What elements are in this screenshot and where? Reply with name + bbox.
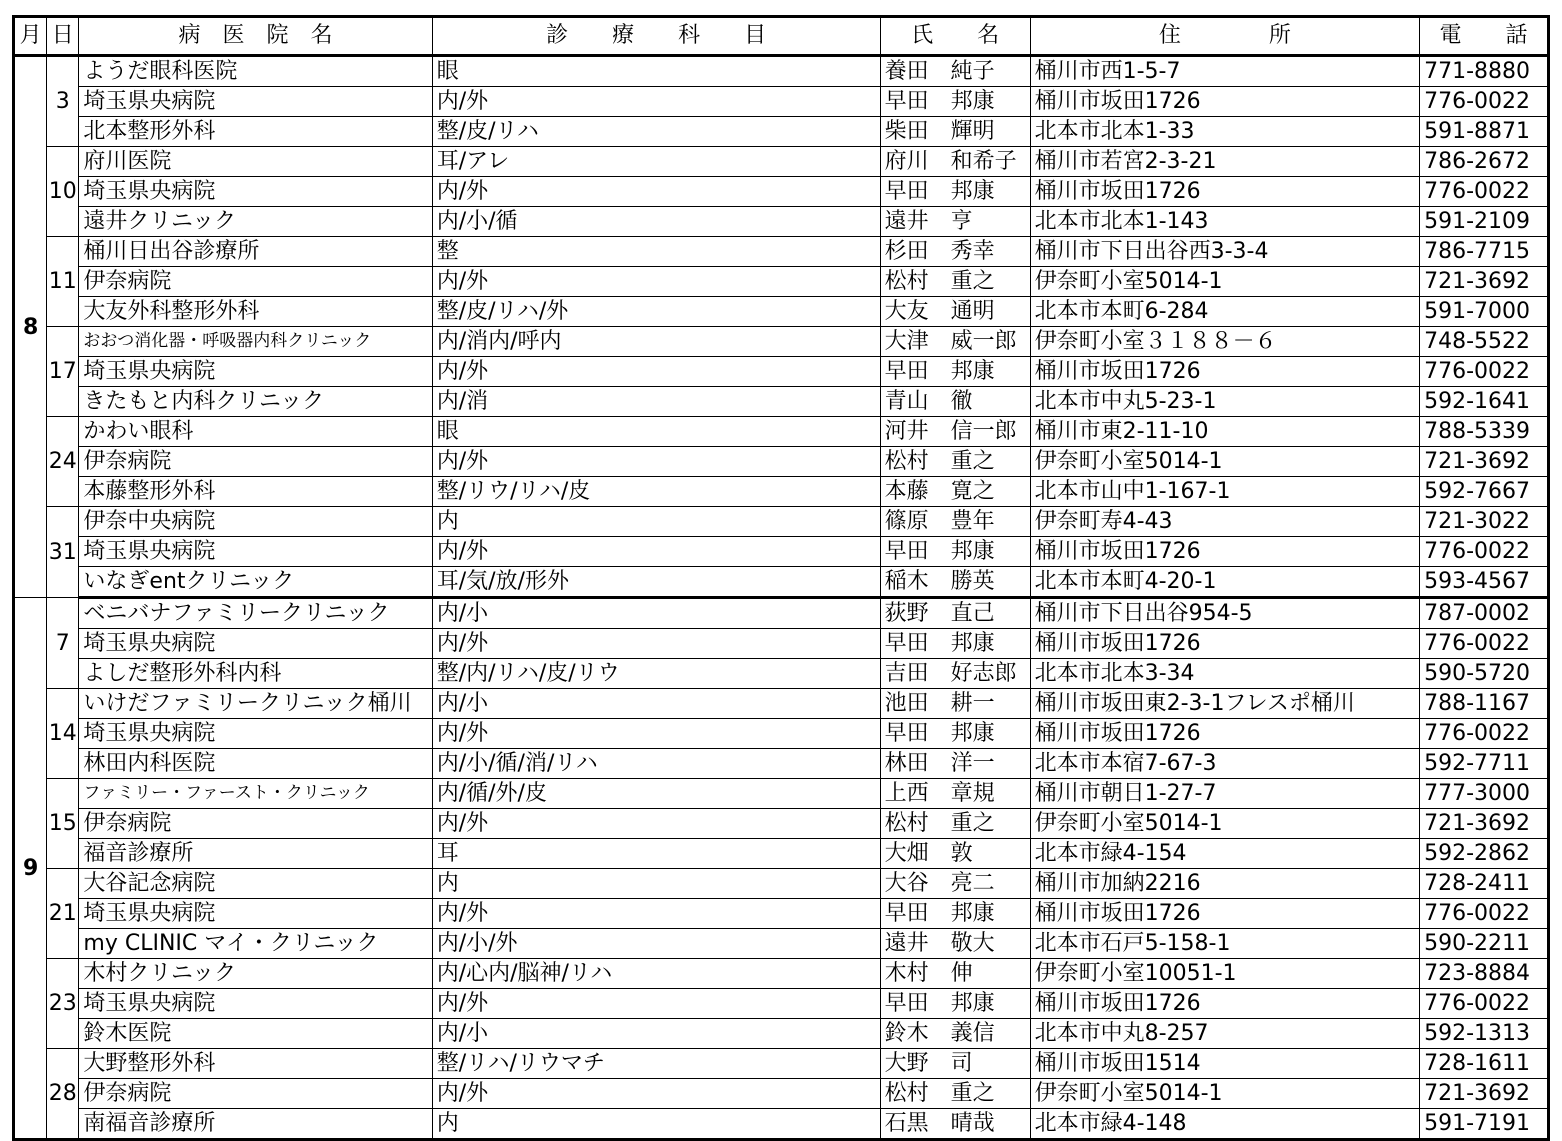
hospital-name-cell: 桶川日出谷診療所 bbox=[79, 237, 432, 267]
address-cell: 伊奈町寿4-43 bbox=[1030, 507, 1420, 537]
phone-cell: 721-3022 bbox=[1420, 507, 1549, 537]
table-row bbox=[14, 689, 1549, 719]
phone-cell: 776-0022 bbox=[1420, 177, 1549, 207]
department-cell: 耳/気/放/形外 bbox=[432, 567, 880, 598]
table-row bbox=[14, 719, 1549, 749]
phone-cell: 592-7711 bbox=[1420, 749, 1549, 779]
department-cell: 眼 bbox=[432, 56, 880, 87]
hospital-name-cell: 本藤整形外科 bbox=[79, 477, 432, 507]
table-row bbox=[14, 839, 1549, 869]
address-cell: 北本市本宿7-67-3 bbox=[1030, 749, 1420, 779]
phone-cell: 592-2862 bbox=[1420, 839, 1549, 869]
department-cell: 整/リハ/リウマチ bbox=[432, 1049, 880, 1079]
hospital-name-cell: 遠井クリニック bbox=[79, 207, 432, 237]
doctor-name-cell: 早田 邦康 bbox=[880, 177, 1030, 207]
hospital-name-cell: 埼玉県央病院 bbox=[79, 629, 432, 659]
table-row bbox=[14, 779, 1549, 809]
address-cell: 桶川市東2-11-10 bbox=[1030, 417, 1420, 447]
address-cell: 北本市緑4-148 bbox=[1030, 1109, 1420, 1140]
department-cell: 内/小 bbox=[432, 598, 880, 629]
phone-cell: 590-5720 bbox=[1420, 659, 1549, 689]
table-row bbox=[14, 327, 1549, 357]
doctor-name-cell: 大野 司 bbox=[880, 1049, 1030, 1079]
phone-cell: 776-0022 bbox=[1420, 719, 1549, 749]
phone-cell: 776-0022 bbox=[1420, 629, 1549, 659]
doctor-name-cell: 柴田 輝明 bbox=[880, 117, 1030, 147]
doctor-name-cell: 早田 邦康 bbox=[880, 989, 1030, 1019]
hospital-name-cell: 埼玉県央病院 bbox=[79, 177, 432, 207]
hospital-name-cell: ようだ眼科医院 bbox=[79, 56, 432, 87]
doctor-name-cell: 大友 通明 bbox=[880, 297, 1030, 327]
hospital-name-cell: 伊奈病院 bbox=[79, 267, 432, 297]
department-cell: 整/リウ/リハ/皮 bbox=[432, 477, 880, 507]
doctor-name-cell: 鈴木 義信 bbox=[880, 1019, 1030, 1049]
table-row bbox=[14, 477, 1549, 507]
address-cell: 伊奈町小室5014-1 bbox=[1030, 1079, 1420, 1109]
phone-cell: 590-2211 bbox=[1420, 929, 1549, 959]
phone-cell: 788-1167 bbox=[1420, 689, 1549, 719]
table-row bbox=[14, 537, 1549, 567]
hospital-name-cell: 埼玉県央病院 bbox=[79, 899, 432, 929]
address-cell: 北本市北本1-143 bbox=[1030, 207, 1420, 237]
doctor-name-cell: 荻野 直己 bbox=[880, 598, 1030, 629]
phone-cell: 776-0022 bbox=[1420, 989, 1549, 1019]
month-cell: 9 bbox=[14, 598, 47, 1140]
department-cell: 耳/アレ bbox=[432, 147, 880, 177]
doctor-name-cell: 本藤 寛之 bbox=[880, 477, 1030, 507]
department-cell: 眼 bbox=[432, 417, 880, 447]
phone-cell: 776-0022 bbox=[1420, 357, 1549, 387]
header-address: 住 所 bbox=[1030, 17, 1420, 56]
address-cell: 桶川市坂田1726 bbox=[1030, 87, 1420, 117]
doctor-name-cell: 木村 伸 bbox=[880, 959, 1030, 989]
department-cell: 耳 bbox=[432, 839, 880, 869]
doctor-name-cell: 早田 邦康 bbox=[880, 537, 1030, 567]
hospital-name-cell: 北本整形外科 bbox=[79, 117, 432, 147]
day-cell: 17 bbox=[47, 327, 79, 417]
table-row bbox=[14, 1109, 1549, 1140]
address-cell: 伊奈町小室5014-1 bbox=[1030, 809, 1420, 839]
hospital-name-cell: 埼玉県央病院 bbox=[79, 357, 432, 387]
address-cell: 桶川市坂田1726 bbox=[1030, 719, 1420, 749]
doctor-name-cell: 林田 洋一 bbox=[880, 749, 1030, 779]
day-cell: 10 bbox=[47, 147, 79, 237]
header-day: 日 bbox=[47, 17, 79, 56]
hospital-name-cell: ファミリー・ファースト・クリニック bbox=[79, 779, 432, 809]
phone-cell: 591-7000 bbox=[1420, 297, 1549, 327]
address-cell: 北本市北本3-34 bbox=[1030, 659, 1420, 689]
day-cell: 21 bbox=[47, 869, 79, 959]
department-cell: 整/皮/リハ/外 bbox=[432, 297, 880, 327]
address-cell: 桶川市下日出谷西3-3-4 bbox=[1030, 237, 1420, 267]
department-cell: 内 bbox=[432, 869, 880, 899]
day-cell: 31 bbox=[47, 507, 79, 598]
doctor-name-cell: 松村 重之 bbox=[880, 447, 1030, 477]
doctor-name-cell: 杉田 秀幸 bbox=[880, 237, 1030, 267]
department-cell: 内/外 bbox=[432, 87, 880, 117]
table-row bbox=[14, 507, 1549, 537]
on-call-clinic-table bbox=[12, 15, 1550, 1141]
doctor-name-cell: 青山 徹 bbox=[880, 387, 1030, 417]
department-cell: 内/外 bbox=[432, 267, 880, 297]
address-cell: 桶川市朝日1-27-7 bbox=[1030, 779, 1420, 809]
day-cell: 7 bbox=[47, 598, 79, 689]
phone-cell: 788-5339 bbox=[1420, 417, 1549, 447]
day-cell: 11 bbox=[47, 237, 79, 327]
hospital-name-cell: 大友外科整形外科 bbox=[79, 297, 432, 327]
hospital-name-cell: 埼玉県央病院 bbox=[79, 719, 432, 749]
hospital-name-cell: ベニバナファミリークリニック bbox=[79, 598, 432, 629]
department-cell: 内/心内/脳神/リハ bbox=[432, 959, 880, 989]
department-cell: 内/外 bbox=[432, 809, 880, 839]
phone-cell: 786-7715 bbox=[1420, 237, 1549, 267]
doctor-name-cell: 吉田 好志郎 bbox=[880, 659, 1030, 689]
department-cell: 内/外 bbox=[432, 629, 880, 659]
address-cell: 桶川市坂田1726 bbox=[1030, 629, 1420, 659]
address-cell: 北本市緑4-154 bbox=[1030, 839, 1420, 869]
day-cell: 23 bbox=[47, 959, 79, 1049]
doctor-name-cell: 松村 重之 bbox=[880, 1079, 1030, 1109]
doctor-name-cell: 稲木 勝英 bbox=[880, 567, 1030, 598]
hospital-name-cell: 林田内科医院 bbox=[79, 749, 432, 779]
table-row bbox=[14, 659, 1549, 689]
day-cell: 24 bbox=[47, 417, 79, 507]
phone-cell: 748-5522 bbox=[1420, 327, 1549, 357]
phone-cell: 592-7667 bbox=[1420, 477, 1549, 507]
phone-cell: 591-2109 bbox=[1420, 207, 1549, 237]
doctor-name-cell: 池田 耕一 bbox=[880, 689, 1030, 719]
day-cell: 15 bbox=[47, 779, 79, 869]
hospital-name-cell: 鈴木医院 bbox=[79, 1019, 432, 1049]
table-row bbox=[14, 207, 1549, 237]
table-row bbox=[14, 869, 1549, 899]
department-cell: 内/外 bbox=[432, 899, 880, 929]
hospital-name-cell: 木村クリニック bbox=[79, 959, 432, 989]
department-cell: 内 bbox=[432, 507, 880, 537]
doctor-name-cell: 早田 邦康 bbox=[880, 719, 1030, 749]
doctor-name-cell: 篠原 豊年 bbox=[880, 507, 1030, 537]
table-row bbox=[14, 87, 1549, 117]
address-cell: 桶川市加納2216 bbox=[1030, 869, 1420, 899]
phone-cell: 728-2411 bbox=[1420, 869, 1549, 899]
phone-cell: 786-2672 bbox=[1420, 147, 1549, 177]
table-row bbox=[14, 297, 1549, 327]
phone-cell: 591-7191 bbox=[1420, 1109, 1549, 1140]
department-cell: 内/外 bbox=[432, 357, 880, 387]
table-row bbox=[14, 56, 1549, 87]
phone-cell: 593-4567 bbox=[1420, 567, 1549, 598]
doctor-name-cell: 遠井 亨 bbox=[880, 207, 1030, 237]
doctor-name-cell: 遠井 敬大 bbox=[880, 929, 1030, 959]
department-cell: 内/小/循/消/リハ bbox=[432, 749, 880, 779]
table-row bbox=[14, 598, 1549, 629]
doctor-name-cell: 早田 邦康 bbox=[880, 357, 1030, 387]
address-cell: 北本市中丸8-257 bbox=[1030, 1019, 1420, 1049]
hospital-name-cell: 伊奈病院 bbox=[79, 809, 432, 839]
doctor-name-cell: 松村 重之 bbox=[880, 809, 1030, 839]
department-cell: 内/外 bbox=[432, 537, 880, 567]
phone-cell: 721-3692 bbox=[1420, 1079, 1549, 1109]
department-cell: 内/小/外 bbox=[432, 929, 880, 959]
phone-cell: 777-3000 bbox=[1420, 779, 1549, 809]
department-cell: 内/消内/呼内 bbox=[432, 327, 880, 357]
address-cell: 桶川市坂田1726 bbox=[1030, 989, 1420, 1019]
hospital-name-cell: いけだファミリークリニック桶川 bbox=[79, 689, 432, 719]
table-row bbox=[14, 417, 1549, 447]
address-cell: 伊奈町小室5014-1 bbox=[1030, 447, 1420, 477]
table-body bbox=[14, 56, 1549, 1140]
table-row bbox=[14, 1079, 1549, 1109]
hospital-name-cell: my CLINIC マイ・クリニック bbox=[79, 929, 432, 959]
hospital-name-cell: 南福音診療所 bbox=[79, 1109, 432, 1140]
doctor-name-cell: 早田 邦康 bbox=[880, 87, 1030, 117]
phone-cell: 721-3692 bbox=[1420, 267, 1549, 297]
department-cell: 整/皮/リハ bbox=[432, 117, 880, 147]
address-cell: 桶川市坂田1726 bbox=[1030, 357, 1420, 387]
table-row bbox=[14, 1049, 1549, 1079]
address-cell: 伊奈町小室３１８８－６ bbox=[1030, 327, 1420, 357]
table-row bbox=[14, 1019, 1549, 1049]
address-cell: 桶川市若宮2-3-21 bbox=[1030, 147, 1420, 177]
day-cell: 3 bbox=[47, 56, 79, 147]
department-cell: 内/外 bbox=[432, 719, 880, 749]
table-row bbox=[14, 177, 1549, 207]
phone-cell: 787-0002 bbox=[1420, 598, 1549, 629]
address-cell: 桶川市西1-5-7 bbox=[1030, 56, 1420, 87]
doctor-name-cell: 養田 純子 bbox=[880, 56, 1030, 87]
address-cell: 桶川市坂田1726 bbox=[1030, 899, 1420, 929]
doctor-name-cell: 大谷 亮二 bbox=[880, 869, 1030, 899]
table-row bbox=[14, 629, 1549, 659]
header-doctor: 氏 名 bbox=[880, 17, 1030, 56]
hospital-name-cell: 府川医院 bbox=[79, 147, 432, 177]
department-cell: 内/小 bbox=[432, 1019, 880, 1049]
hospital-name-cell: いなぎentクリニック bbox=[79, 567, 432, 598]
doctor-name-cell: 松村 重之 bbox=[880, 267, 1030, 297]
address-cell: 伊奈町小室10051-1 bbox=[1030, 959, 1420, 989]
table-row bbox=[14, 809, 1549, 839]
phone-cell: 776-0022 bbox=[1420, 87, 1549, 117]
department-cell: 整 bbox=[432, 237, 880, 267]
department-cell: 内/外 bbox=[432, 1079, 880, 1109]
doctor-name-cell: 大畑 敦 bbox=[880, 839, 1030, 869]
table-row bbox=[14, 357, 1549, 387]
address-cell: 北本市石戸5-158-1 bbox=[1030, 929, 1420, 959]
address-cell: 桶川市坂田東2-3-1フレスポ桶川 bbox=[1030, 689, 1420, 719]
hospital-name-cell: よしだ整形外科内科 bbox=[79, 659, 432, 689]
table-row bbox=[14, 267, 1549, 297]
phone-cell: 591-8871 bbox=[1420, 117, 1549, 147]
table-row bbox=[14, 387, 1549, 417]
table-row bbox=[14, 989, 1549, 1019]
day-cell: 28 bbox=[47, 1049, 79, 1140]
table-row bbox=[14, 959, 1549, 989]
hospital-name-cell: 埼玉県央病院 bbox=[79, 989, 432, 1019]
phone-cell: 592-1641 bbox=[1420, 387, 1549, 417]
department-cell: 内/小/循 bbox=[432, 207, 880, 237]
hospital-name-cell: 埼玉県央病院 bbox=[79, 537, 432, 567]
address-cell: 伊奈町小室5014-1 bbox=[1030, 267, 1420, 297]
address-cell: 北本市北本1-33 bbox=[1030, 117, 1420, 147]
department-cell: 整/内/リハ/皮/リウ bbox=[432, 659, 880, 689]
phone-cell: 776-0022 bbox=[1420, 899, 1549, 929]
header-department: 診 療 科 目 bbox=[432, 17, 880, 56]
table-row bbox=[14, 237, 1549, 267]
address-cell: 北本市本町6-284 bbox=[1030, 297, 1420, 327]
department-cell: 内/外 bbox=[432, 177, 880, 207]
hospital-name-cell: 福音診療所 bbox=[79, 839, 432, 869]
day-cell: 14 bbox=[47, 689, 79, 779]
hospital-name-cell: かわい眼科 bbox=[79, 417, 432, 447]
doctor-name-cell: 早田 邦康 bbox=[880, 899, 1030, 929]
header-phone: 電 話 bbox=[1420, 17, 1549, 56]
doctor-name-cell: 大津 威一郎 bbox=[880, 327, 1030, 357]
address-cell: 桶川市坂田1514 bbox=[1030, 1049, 1420, 1079]
header-hospital: 病 医 院 名 bbox=[79, 17, 432, 56]
hospital-name-cell: 伊奈中央病院 bbox=[79, 507, 432, 537]
table-row bbox=[14, 147, 1549, 177]
department-cell: 内/循/外/皮 bbox=[432, 779, 880, 809]
hospital-name-cell: おおつ消化器・呼吸器内科クリニック bbox=[79, 327, 432, 357]
phone-cell: 771-8880 bbox=[1420, 56, 1549, 87]
address-cell: 北本市中丸5-23-1 bbox=[1030, 387, 1420, 417]
table-row bbox=[14, 749, 1549, 779]
phone-cell: 776-0022 bbox=[1420, 537, 1549, 567]
department-cell: 内/外 bbox=[432, 989, 880, 1019]
table-row bbox=[14, 899, 1549, 929]
doctor-name-cell: 河井 信一郎 bbox=[880, 417, 1030, 447]
header-row bbox=[14, 17, 1549, 56]
address-cell: 北本市山中1-167-1 bbox=[1030, 477, 1420, 507]
table-row bbox=[14, 117, 1549, 147]
address-cell: 北本市本町4-20-1 bbox=[1030, 567, 1420, 598]
phone-cell: 721-3692 bbox=[1420, 447, 1549, 477]
month-cell: 8 bbox=[14, 56, 47, 598]
table-row bbox=[14, 929, 1549, 959]
hospital-name-cell: きたもと内科クリニック bbox=[79, 387, 432, 417]
department-cell: 内/外 bbox=[432, 447, 880, 477]
address-cell: 桶川市坂田1726 bbox=[1030, 177, 1420, 207]
department-cell: 内/消 bbox=[432, 387, 880, 417]
hospital-name-cell: 埼玉県央病院 bbox=[79, 87, 432, 117]
department-cell: 内/小 bbox=[432, 689, 880, 719]
table-row bbox=[14, 567, 1549, 598]
doctor-name-cell: 早田 邦康 bbox=[880, 629, 1030, 659]
doctor-name-cell: 上西 章規 bbox=[880, 779, 1030, 809]
hospital-name-cell: 伊奈病院 bbox=[79, 447, 432, 477]
phone-cell: 592-1313 bbox=[1420, 1019, 1549, 1049]
header-month: 月 bbox=[14, 17, 47, 56]
department-cell: 内 bbox=[432, 1109, 880, 1140]
phone-cell: 721-3692 bbox=[1420, 809, 1549, 839]
hospital-name-cell: 大谷記念病院 bbox=[79, 869, 432, 899]
address-cell: 桶川市坂田1726 bbox=[1030, 537, 1420, 567]
table-row bbox=[14, 447, 1549, 477]
address-cell: 桶川市下日出谷954-5 bbox=[1030, 598, 1420, 629]
hospital-name-cell: 伊奈病院 bbox=[79, 1079, 432, 1109]
hospital-name-cell: 大野整形外科 bbox=[79, 1049, 432, 1079]
doctor-name-cell: 府川 和希子 bbox=[880, 147, 1030, 177]
phone-cell: 723-8884 bbox=[1420, 959, 1549, 989]
doctor-name-cell: 石黒 晴哉 bbox=[880, 1109, 1030, 1140]
phone-cell: 728-1611 bbox=[1420, 1049, 1549, 1079]
